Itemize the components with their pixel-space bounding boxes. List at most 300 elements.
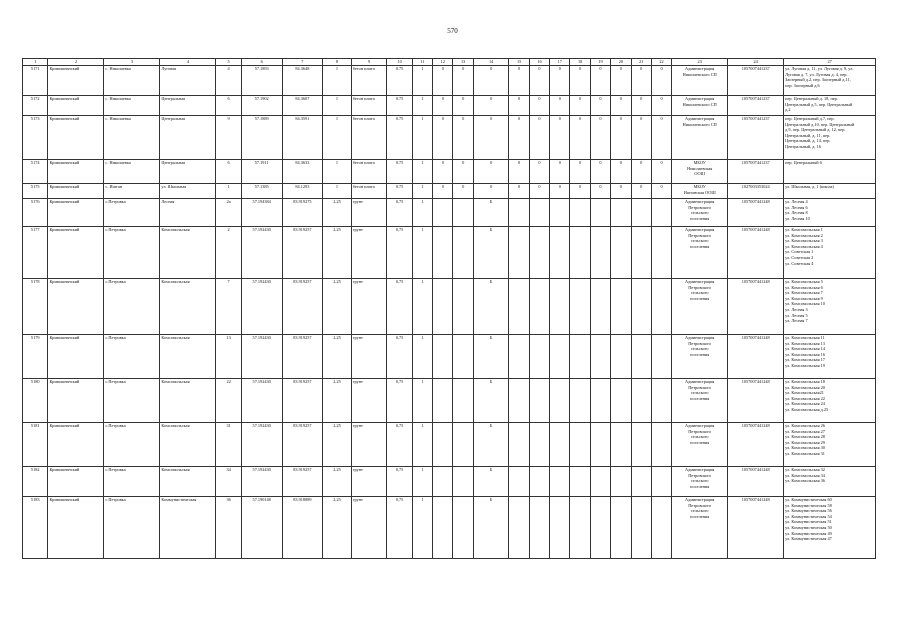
cell-c19: 0 xyxy=(590,116,610,160)
cell-c13: 0 xyxy=(453,116,473,160)
cell-area: 0.75 xyxy=(387,66,412,96)
cell-c8: 1 xyxy=(323,116,352,160)
cell-street: Комсомольская xyxy=(160,335,216,379)
served-address-line: ул. Комсомольская 36 xyxy=(785,478,825,484)
column-header: 20 xyxy=(611,59,631,66)
cell-house: 4 xyxy=(216,66,241,96)
cell-c11: 1 xyxy=(412,279,432,335)
owner-line: сельского xyxy=(690,478,709,484)
cell-house: 2а xyxy=(216,199,241,227)
cell-ogrn: 1057007441248 xyxy=(728,279,784,335)
cell-c19: 0 xyxy=(590,96,610,116)
served-address-line: ул. Комсомольская 32 xyxy=(785,467,825,472)
cell-c18: 0 xyxy=(570,160,590,184)
cell-c12: 0 xyxy=(433,184,453,199)
cell-ogrn: 1057007441237 xyxy=(728,116,784,160)
cell-c22 xyxy=(651,279,671,335)
served-address-line: д.2 xyxy=(785,107,791,113)
cell-c13 xyxy=(453,199,473,227)
cell-ogrn: 1057007441248 xyxy=(728,379,784,423)
cell-c17: 0 xyxy=(550,160,570,184)
cell-lon: 83.919257 xyxy=(282,379,323,423)
cell-surface: грунт xyxy=(351,199,387,227)
cell-lat: 57.192430 xyxy=(241,423,282,467)
served-address-line: Центральный д.5, пер. Центральный xyxy=(785,101,853,107)
cell-c15: 0 xyxy=(509,96,529,116)
served-address-line: ул. Коммунистическая 56 xyxy=(785,508,832,514)
column-header: 8 xyxy=(323,59,352,66)
cell-surface: грунт xyxy=(351,227,387,279)
column-header: 3 xyxy=(104,59,160,66)
cell-c21: 0 xyxy=(631,160,651,184)
cell-area: 0,75 xyxy=(387,227,412,279)
cell-c12 xyxy=(433,423,453,467)
cell-served-addresses xyxy=(784,497,876,559)
cell-c8: 2,25 xyxy=(323,423,352,467)
cell-id: 5180 xyxy=(23,379,48,423)
cell-street: ул. Школьная xyxy=(160,184,216,199)
cell-street: Лесная xyxy=(160,199,216,227)
cell-c8: 1 xyxy=(323,160,352,184)
cell-c14: 0 xyxy=(473,160,509,184)
column-header: 13 xyxy=(453,59,473,66)
cell-c8: 1 xyxy=(323,184,352,199)
owner-line: поселения xyxy=(690,351,710,357)
cell-c18: 0 xyxy=(570,184,590,199)
served-address-line: ул. Лесная 10 xyxy=(785,215,810,221)
cell-owner xyxy=(672,423,728,467)
owner-line: Николаевского СП xyxy=(682,101,717,107)
cell-area: 0.75 xyxy=(387,160,412,184)
cell-c8: 2,25 xyxy=(323,467,352,497)
cell-c22 xyxy=(651,497,671,559)
cell-c21 xyxy=(631,379,651,423)
cell-owner xyxy=(672,279,728,335)
cell-house: 36 xyxy=(216,497,241,559)
served-address-line: ул. Луговая д. 11, ул. Луговая д. 9, ул. xyxy=(785,66,854,71)
cell-settlement: с. Николаевка xyxy=(104,116,160,160)
cell-c17: 0 xyxy=(550,184,570,199)
cell-district: Кривошеинский xyxy=(48,497,104,559)
cell-settlement: с.Петровка xyxy=(104,497,160,559)
cell-served-addresses xyxy=(784,66,876,96)
cell-c14: 0 xyxy=(473,66,509,96)
cell-c14: Б xyxy=(473,497,509,559)
cell-c20 xyxy=(611,199,631,227)
cell-c13: 0 xyxy=(453,96,473,116)
cell-c8: 1 xyxy=(323,96,352,116)
column-header: 23 xyxy=(672,59,728,66)
cell-c19: 0 xyxy=(590,66,610,96)
cell-settlement: с.Петровка xyxy=(104,379,160,423)
cell-id: 5179 xyxy=(23,335,48,379)
cell-c12 xyxy=(433,497,453,559)
table-row xyxy=(23,379,876,423)
cell-c14: Б xyxy=(473,199,509,227)
cell-district: Кривошеинский xyxy=(48,96,104,116)
cell-ogrn: 1057007441248 xyxy=(728,497,784,559)
cell-c15 xyxy=(509,199,529,227)
cell-c17 xyxy=(550,227,570,279)
table-row xyxy=(23,279,876,335)
cell-area: 0,75 xyxy=(387,423,412,467)
cell-c20: 0 xyxy=(611,96,631,116)
cell-c19 xyxy=(590,335,610,379)
column-header: 22 xyxy=(651,59,671,66)
column-header: 1 xyxy=(23,59,48,66)
served-address-line: ул. Комсомольская 16 xyxy=(785,351,825,357)
cell-area: 0.75 xyxy=(387,96,412,116)
owner-line: поселения xyxy=(690,395,710,401)
served-address-line: ул. Коммунистическая 51 xyxy=(785,519,832,525)
cell-c15: 0 xyxy=(509,116,529,160)
cell-settlement: с.Петровка xyxy=(104,335,160,379)
cell-c21: 0 xyxy=(631,96,651,116)
cell-lon: 84.3633 xyxy=(282,160,323,184)
cell-c22 xyxy=(651,199,671,227)
owner-line: Николаевского СП xyxy=(682,121,717,127)
cell-lat: 57.192430 xyxy=(241,227,282,279)
cell-ogrn: 1057007441237 xyxy=(728,96,784,116)
cell-c16: 0 xyxy=(529,66,549,96)
cell-c20 xyxy=(611,467,631,497)
cell-c17: 0 xyxy=(550,66,570,96)
cell-c11: 1 xyxy=(412,335,432,379)
cell-surface: бетон плита xyxy=(351,96,387,116)
cell-lon: 84.3648 xyxy=(282,66,323,96)
cell-street: Комсомольская xyxy=(160,379,216,423)
owner-line: Администрация xyxy=(685,423,715,428)
column-header: 15 xyxy=(509,59,529,66)
served-address-line: Центральный д.10, пер. Центральный xyxy=(785,121,855,127)
registry-table xyxy=(22,58,876,559)
table-row xyxy=(23,160,876,184)
cell-id: 5173 xyxy=(23,116,48,160)
served-address-line: ул. Лесная 3 xyxy=(785,306,808,312)
served-address-line: ул. Коммунистическая 58 xyxy=(785,502,832,508)
cell-surface: бетон плита xyxy=(351,66,387,96)
cell-house: 2 xyxy=(216,227,241,279)
cell-served-addresses xyxy=(784,335,876,379)
served-address-line: ул. Комсомольская 6 xyxy=(785,284,823,290)
cell-c13: 0 xyxy=(453,184,473,199)
cell-served-addresses xyxy=(784,379,876,423)
cell-c22: 0 xyxy=(651,184,671,199)
cell-surface: бетон плита xyxy=(351,116,387,160)
cell-c17 xyxy=(550,279,570,335)
cell-ogrn: 1057007441248 xyxy=(728,335,784,379)
cell-lat: 57.192430 xyxy=(241,335,282,379)
cell-district: Кривошеинский xyxy=(48,279,104,335)
cell-c19: 0 xyxy=(590,160,610,184)
cell-c17 xyxy=(550,467,570,497)
column-header: 17 xyxy=(550,59,570,66)
owner-line: Петровского xyxy=(688,472,712,478)
cell-settlement: с. Николаевка xyxy=(104,96,160,116)
cell-c13 xyxy=(453,279,473,335)
cell-owner xyxy=(672,199,728,227)
column-header: 6 xyxy=(241,59,282,66)
cell-c22: 0 xyxy=(651,66,671,96)
cell-c13 xyxy=(453,335,473,379)
cell-c14: Б xyxy=(473,379,509,423)
cell-street: Комсомольская xyxy=(160,423,216,467)
owner-line: сельского xyxy=(690,508,709,514)
owner-line: Администрация xyxy=(685,497,715,502)
cell-c11: 1 xyxy=(412,160,432,184)
cell-c8: 2,25 xyxy=(323,379,352,423)
served-address-line: ул. Комсомольская 1 xyxy=(785,227,823,232)
served-address-line: ул. Лесная 6 xyxy=(785,204,808,210)
cell-house: 7 xyxy=(216,279,241,335)
cell-district: Кривошеинский xyxy=(48,160,104,184)
cell-c8: 2,25 xyxy=(323,497,352,559)
cell-c15: 0 xyxy=(509,160,529,184)
cell-owner xyxy=(672,335,728,379)
cell-c20 xyxy=(611,227,631,279)
table-row xyxy=(23,184,876,199)
cell-c20: 0 xyxy=(611,160,631,184)
table-row xyxy=(23,423,876,467)
cell-c8: 2,25 xyxy=(323,199,352,227)
cell-c15 xyxy=(509,379,529,423)
cell-c19 xyxy=(590,497,610,559)
cell-c17 xyxy=(550,497,570,559)
cell-c12 xyxy=(433,467,453,497)
table-row xyxy=(23,116,876,160)
served-address-line: ул. Комсомольская 26 xyxy=(785,423,825,428)
served-address-line: ул. Комсомольская 5 xyxy=(785,279,823,284)
cell-lat: 57.192430 xyxy=(241,379,282,423)
served-address-line: Заозерный д.2, пер. Заозерный д.11, xyxy=(785,77,851,83)
cell-c21: 0 xyxy=(631,116,651,160)
cell-c12: 0 xyxy=(433,116,453,160)
cell-c11: 1 xyxy=(412,227,432,279)
cell-district: Кривошеинский xyxy=(48,66,104,96)
column-header: 18 xyxy=(570,59,590,66)
cell-lat: 57.194384 xyxy=(241,199,282,227)
cell-ogrn: 1057007441248 xyxy=(728,227,784,279)
cell-served-addresses xyxy=(784,184,876,199)
cell-lon: 84.3607 xyxy=(282,96,323,116)
cell-served-addresses xyxy=(784,199,876,227)
cell-served-addresses xyxy=(784,467,876,497)
cell-c16: 0 xyxy=(529,96,549,116)
cell-c19 xyxy=(590,199,610,227)
cell-owner xyxy=(672,467,728,497)
cell-lat: 57.192430 xyxy=(241,279,282,335)
cell-c18 xyxy=(570,227,590,279)
cell-house: 6 xyxy=(216,160,241,184)
owner-line: сельского xyxy=(690,290,709,296)
cell-lon: 83.919257 xyxy=(282,467,323,497)
cell-c22 xyxy=(651,467,671,497)
served-address-line: пер. Центральный д.7, пер. xyxy=(785,116,835,121)
cell-c11: 1 xyxy=(412,423,432,467)
cell-c13: 0 xyxy=(453,66,473,96)
owner-line: Администрация xyxy=(685,66,715,71)
cell-c12 xyxy=(433,279,453,335)
owner-line: поселения xyxy=(690,243,710,249)
cell-lat: 57.1893 xyxy=(241,66,282,96)
served-address-line: ул. Комсомольская 31 xyxy=(785,450,825,456)
cell-c18 xyxy=(570,335,590,379)
cell-c16: 0 xyxy=(529,184,549,199)
cell-district: Кривошеинский xyxy=(48,116,104,160)
cell-c21 xyxy=(631,279,651,335)
served-address-line: ул. Комсомольская 7 xyxy=(785,290,823,296)
cell-surface: грунт xyxy=(351,379,387,423)
cell-ogrn: 1057007441237 xyxy=(728,66,784,96)
cell-street: Центральная xyxy=(160,160,216,184)
column-header: 16 xyxy=(529,59,549,66)
column-header: 21 xyxy=(631,59,651,66)
cell-c8: 1 xyxy=(323,66,352,96)
cell-owner xyxy=(672,96,728,116)
owner-line: поселения xyxy=(690,513,710,519)
served-address-line: ул. Комсомольская 17 xyxy=(785,357,825,363)
owner-line: сельского xyxy=(690,434,709,440)
cell-district: Кривошеинский xyxy=(48,423,104,467)
cell-id: 5172 xyxy=(23,96,48,116)
cell-c16 xyxy=(529,379,549,423)
cell-c21 xyxy=(631,423,651,467)
cell-c19 xyxy=(590,379,610,423)
cell-lon: 83.919257 xyxy=(282,423,323,467)
cell-c13 xyxy=(453,423,473,467)
owner-line: Администрация xyxy=(685,199,715,204)
cell-street: Центральная xyxy=(160,96,216,116)
cell-c19 xyxy=(590,467,610,497)
cell-c19 xyxy=(590,423,610,467)
table-row xyxy=(23,467,876,497)
cell-served-addresses xyxy=(784,160,876,184)
cell-c21 xyxy=(631,335,651,379)
owner-line: Петровского xyxy=(688,232,712,238)
cell-c18 xyxy=(570,423,590,467)
cell-c12: 0 xyxy=(433,160,453,184)
cell-id: 5174 xyxy=(23,160,48,184)
cell-district: Кривошеинский xyxy=(48,335,104,379)
owner-line: Администрация xyxy=(685,227,715,232)
cell-c16 xyxy=(529,227,549,279)
cell-lat: 57.1902 xyxy=(241,96,282,116)
cell-c12 xyxy=(433,227,453,279)
cell-lon: 84.3591 xyxy=(282,116,323,160)
cell-surface: грунт xyxy=(351,497,387,559)
cell-served-addresses xyxy=(784,96,876,116)
cell-c15 xyxy=(509,279,529,335)
cell-c16 xyxy=(529,279,549,335)
owner-line: сельского xyxy=(690,390,709,396)
served-address-line: ул. Коммунистическая 49 xyxy=(785,530,832,536)
cell-street: Центральная xyxy=(160,116,216,160)
cell-c12 xyxy=(433,335,453,379)
cell-c11: 1 xyxy=(412,66,432,96)
cell-served-addresses xyxy=(784,279,876,335)
cell-lon: 83.918889 xyxy=(282,497,323,559)
cell-ogrn: 1027003353024 xyxy=(728,184,784,199)
cell-c14: Б xyxy=(473,467,509,497)
cell-c15: 0 xyxy=(509,66,529,96)
served-address-line: ул. Комсомольская 29 xyxy=(785,439,825,445)
cell-c19 xyxy=(590,227,610,279)
cell-c20 xyxy=(611,379,631,423)
cell-c17 xyxy=(550,335,570,379)
cell-surface: грунт xyxy=(351,467,387,497)
cell-c21 xyxy=(631,227,651,279)
cell-ogrn: 1057007441248 xyxy=(728,199,784,227)
served-address-line: ул. Комсомольская 30 xyxy=(785,445,825,451)
cell-house: 6 xyxy=(216,96,241,116)
cell-c8: 2,25 xyxy=(323,335,352,379)
cell-c11: 1 xyxy=(412,467,432,497)
served-address-line: ул. Коммунистическая 60 xyxy=(785,497,832,502)
cell-c14: Б xyxy=(473,423,509,467)
cell-served-addresses xyxy=(784,227,876,279)
cell-street: Комсомольская xyxy=(160,279,216,335)
cell-area: 0,75 xyxy=(387,467,412,497)
table-row xyxy=(23,199,876,227)
column-header: 7 xyxy=(282,59,323,66)
owner-line: Петровского xyxy=(688,340,712,346)
served-address-line: ул. Коммунистическая 50 xyxy=(785,524,832,530)
cell-lon: 83.919257 xyxy=(282,335,323,379)
cell-house: 1 xyxy=(216,184,241,199)
cell-c17 xyxy=(550,199,570,227)
cell-c14: 0 xyxy=(473,116,509,160)
table-row xyxy=(23,335,876,379)
cell-house: 9 xyxy=(216,116,241,160)
cell-id: 5171 xyxy=(23,66,48,96)
cell-c17 xyxy=(550,379,570,423)
cell-surface: бетон плита xyxy=(351,160,387,184)
cell-c14: 0 xyxy=(473,96,509,116)
served-address-line: ул. Коммунистическая 47 xyxy=(785,536,832,542)
owner-line: сельского xyxy=(690,346,709,352)
cell-owner xyxy=(672,497,728,559)
cell-c11: 1 xyxy=(412,96,432,116)
cell-c18: 0 xyxy=(570,116,590,160)
cell-c21: 0 xyxy=(631,184,651,199)
cell-settlement: с. Николаевка xyxy=(104,66,160,96)
column-header: 19 xyxy=(590,59,610,66)
owner-line: Николаевского СП xyxy=(682,71,717,77)
cell-c17: 0 xyxy=(550,116,570,160)
served-address-line: Центральный, д. 16 xyxy=(785,143,821,149)
cell-c21 xyxy=(631,497,651,559)
owner-line: Петровского xyxy=(688,284,712,290)
table-row xyxy=(23,227,876,279)
cell-c15 xyxy=(509,335,529,379)
cell-c16: 0 xyxy=(529,116,549,160)
cell-house: 13 xyxy=(216,335,241,379)
column-header: 10 xyxy=(387,59,412,66)
cell-street: Луговая xyxy=(160,66,216,96)
owner-line: Администрация xyxy=(685,379,715,384)
cell-surface: грунт xyxy=(351,423,387,467)
cell-surface: грунт xyxy=(351,279,387,335)
cell-settlement: с.Петровка xyxy=(104,279,160,335)
cell-c20 xyxy=(611,423,631,467)
cell-c13 xyxy=(453,467,473,497)
cell-area: 0,75 xyxy=(387,497,412,559)
cell-c15 xyxy=(509,497,529,559)
cell-area: 0,75 xyxy=(387,199,412,227)
cell-c12 xyxy=(433,199,453,227)
owner-line: сельского xyxy=(690,210,709,216)
header-row xyxy=(23,59,876,66)
